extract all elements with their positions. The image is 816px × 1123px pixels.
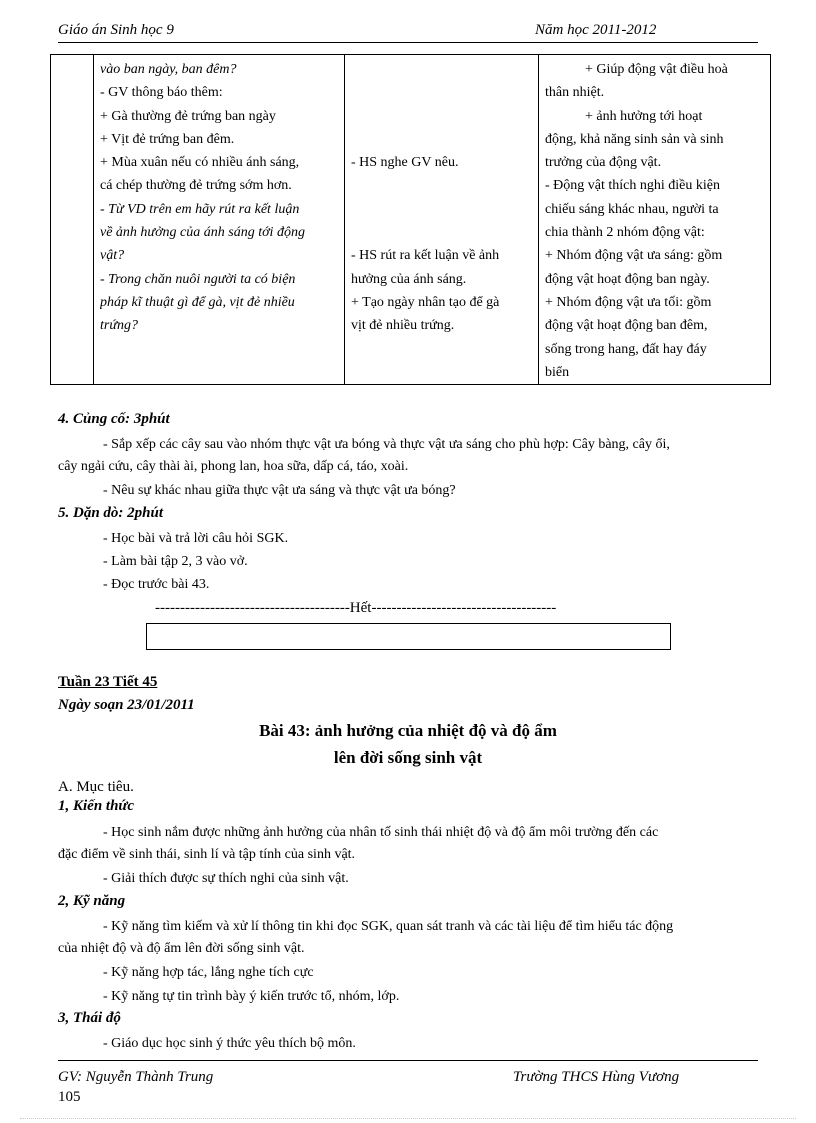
teacher-line: vật? — [100, 248, 125, 264]
teacher-line: - Trong chăn nuôi người ta có biện — [100, 271, 296, 287]
kynang-p1b: của nhiệt độ và độ ẩm lên đời sống sinh vật. — [58, 941, 305, 956]
student-line: vịt đẻ nhiều trứng. — [351, 318, 455, 334]
page-number: 105 — [58, 1089, 81, 1105]
content-line: biển — [545, 364, 570, 380]
kynang-p3: - Kỹ năng tự tin trình bày ý kiến trước tổ, nhóm, lớp. — [103, 989, 400, 1004]
kienthuc-p1b: đặc điểm về sinh thái, sinh lí và tập tính của sinh vật. — [58, 847, 356, 862]
content-line: - Động vật thích nghi điều kiện — [545, 178, 720, 194]
thaido-body — [58, 1033, 758, 1055]
cungco-p1b: cây ngải cứu, cây thài ài, phong lan, hoa sữa, dấp cá, táo, xoài. — [58, 459, 409, 474]
page-footer — [58, 1060, 758, 1105]
content-line: + Nhóm động vật ưa sáng: gồm — [545, 248, 723, 264]
kienthuc-body — [58, 822, 758, 890]
bottom-dotted-border — [20, 1118, 796, 1119]
kienthuc-p2: - Giải thích được sự thích nghi của sinh vật. — [103, 871, 349, 886]
content-line: + Giúp động vật điều hoà — [585, 62, 728, 77]
header-school-year: Năm học 2011-2012 — [535, 22, 657, 38]
kynang-p2: - Kỹ năng hợp tác, lắng nghe tích cực — [103, 965, 314, 980]
dando-body — [58, 528, 758, 596]
content-line: + ảnh hưởng tới hoạt — [585, 108, 703, 124]
table-cell-student — [345, 55, 539, 385]
lesson-table — [50, 54, 771, 385]
lesson-subtitle: lên đời sống sinh vật — [333, 748, 483, 767]
table-cell-empty — [51, 55, 94, 385]
teacher-line: về ảnh hưởng của ánh sáng tới động — [100, 225, 305, 241]
empty-box — [146, 623, 671, 650]
teacher-line: trứng? — [100, 318, 138, 334]
teacher-line: pháp kĩ thuật gì để gà, vịt đẻ nhiều — [100, 294, 295, 310]
content-line: chiếu sáng khác nhau, người ta — [545, 201, 719, 217]
dando-item: - Học bài và trả lời câu hỏi SGK. — [103, 531, 289, 546]
footer-teacher: GV: Nguyễn Thành Trung — [58, 1069, 214, 1085]
content-line: thân nhiệt. — [545, 85, 605, 101]
student-line: + Tạo ngày nhân tạo để gà — [351, 294, 500, 310]
teacher-line: vào ban ngày, ban đêm? — [100, 62, 237, 77]
table-cell-teacher — [94, 55, 345, 385]
week-label: Tuần 23 Tiết 45 — [58, 674, 158, 690]
table-cell-content — [539, 55, 771, 385]
teacher-line: cá chép thường đẻ trứng sớm hơn. — [100, 178, 292, 194]
cungco-p2: - Nêu sự khác nhau giữa thực vật ưa sáng và thực vật ưa bóng? — [103, 483, 456, 498]
date-label: Ngày soạn 23/01/2011 — [58, 697, 195, 713]
end-separator: ---------------------------------------Hết------------------------------------- — [155, 600, 557, 616]
section-kienthuc-title: 1, Kiến thức — [58, 798, 135, 814]
lesson-title: Bài 43: ảnh hưởng của nhiệt độ và độ ẩm — [259, 721, 557, 740]
dando-item: - Đọc trước bài 43. — [103, 577, 210, 592]
student-line: - HS rút ra kết luận về ảnh — [351, 248, 500, 264]
thaido-p1: - Giáo dục học sinh ý thức yêu thích bộ môn. — [103, 1036, 356, 1051]
cungco-body — [58, 434, 758, 502]
kynang-body — [58, 916, 758, 1008]
section-kynang-title: 2, Kỹ năng — [58, 893, 126, 909]
content-line: trưởng của động vật. — [545, 155, 662, 171]
kienthuc-p1a: - Học sinh nắm được những ảnh hưởng của nhân tố sinh thái nhiệt độ và độ ẩm môi trường đến các — [103, 825, 659, 840]
cungco-p1a: - Sắp xếp các cây sau vào nhóm thực vật ưa bóng và thực vật ưa sáng cho phù hợp: Cây bàng, cây ổi, — [103, 437, 670, 452]
content-line: động, khả năng sinh sản và sinh — [545, 131, 724, 147]
kynang-p1a: - Kỹ năng tìm kiếm và xử lí thông tin khi đọc SGK, quan sát tranh và các tài liệu để tìm hiểu tác động — [103, 919, 674, 934]
footer-school: Trường THCS Hùng Vương — [513, 1069, 680, 1085]
content-line: + Nhóm động vật ưa tối: gồm — [545, 294, 712, 310]
dando-item: - Làm bài tập 2, 3 vào vở. — [103, 554, 248, 569]
section-thaido-title: 3, Thái độ — [58, 1010, 121, 1026]
student-line: hưởng của ánh sáng. — [351, 271, 467, 287]
table-row — [51, 55, 771, 385]
header-subject: Giáo án Sinh học 9 — [58, 22, 174, 38]
page-header — [58, 20, 758, 43]
student-line: - HS nghe GV nêu. — [351, 155, 459, 171]
teacher-line: + Mùa xuân nếu có nhiều ánh sáng, — [100, 155, 300, 171]
teacher-line: + Gà thường đẻ trứng ban ngày — [100, 108, 276, 124]
teacher-line: - Từ VD trên em hãy rút ra kết luận — [100, 201, 300, 217]
section-cungco-title: 4. Củng cố: 3phút — [58, 411, 170, 427]
content-line: động vật hoạt động ban ngày. — [545, 271, 710, 287]
section-dando-title: 5. Dặn dò: 2phút — [58, 505, 164, 521]
content-line: sống trong hang, đất hay đáy — [545, 341, 707, 357]
teacher-line: - GV thông báo thêm: — [100, 85, 223, 101]
objectives-heading: A. Mục tiêu. — [58, 779, 134, 795]
teacher-line: + Vịt đẻ trứng ban đêm. — [100, 131, 235, 147]
content-line: động vật hoạt động ban đêm, — [545, 318, 708, 334]
content-line: chia thành 2 nhóm động vật: — [545, 225, 705, 241]
